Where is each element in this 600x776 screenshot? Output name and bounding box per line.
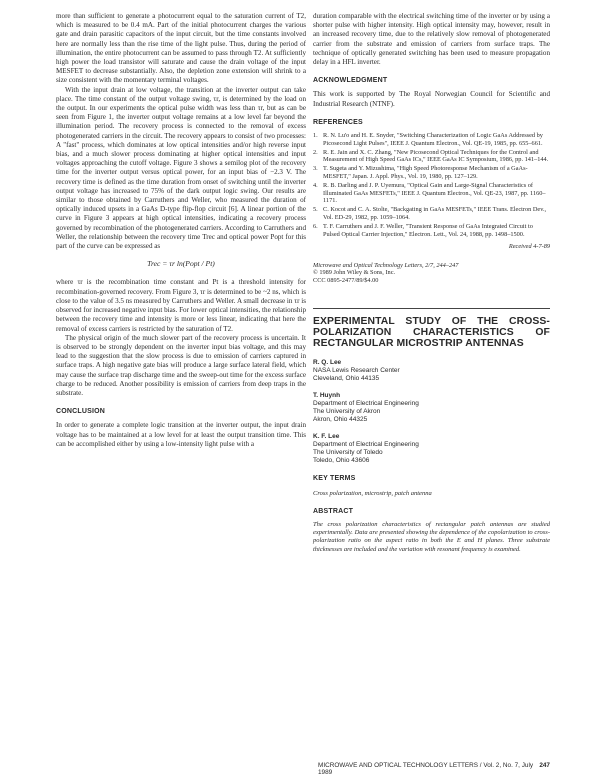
author-affiliation: Department of Electrical Engineering: [313, 441, 419, 449]
author-block: [313, 392, 550, 424]
author-name: T. Huynh: [313, 392, 341, 400]
reference-item: 6. T. F. Carruthers and J. F. Weller, "Transient Response of GaAs Integrated Circuit to Pulsed Optical Carrier Injection," Electron. Lett., Vol. 24, 1988, pp. 1498–1500.: [313, 222, 533, 238]
page-footer: [318, 762, 550, 776]
author-block: [313, 359, 550, 383]
section-heading-abstract: ABSTRACT: [313, 507, 354, 515]
journal-citation: Microwave and Optical Technology Letters, 2/7, 244–247: [313, 261, 459, 269]
page-number: 247: [539, 762, 550, 769]
author-block: [313, 433, 550, 465]
abstract-text: The cross polarization characteristics of rectangular patch antennas are studied experimentally. Data are presented showing the dependence of the copolarization to cross-polarization ratio on the aspect ratio in both the E and H planes. Three substrate thicknesses are included and the variation with resonant frequency is examined.: [313, 520, 550, 553]
left-column: [56, 12, 306, 449]
article-divider: [313, 308, 550, 309]
received-date: Received 4-7-89: [508, 243, 550, 251]
section-heading-conclusion: CONCLUSION: [56, 408, 106, 416]
reference-item: 1. R. N. Lu'o and H. E. Snyder, "Switching Characterization of Logic GaAs Addressed by Picosecond Light Pulses", IEEE J. Quantum Electron., Vol. QE-19, 1985, pp. 655–661.: [313, 132, 543, 147]
body-paragraph: duration comparable with the electrical switching time of the inverter or by using a shorter pulse with higher intensity. High optical intensity may, however, result in an increased recovery time, due to the relatively slow removal of photogenerated carrier from the substrate and emission of carriers from surface traps. The technique of optically generated switching has been used to measure propagation delay in a HFL inverter.: [313, 12, 550, 67]
key-terms-text: Cross polarization, microstrip, patch antenna: [313, 489, 432, 497]
section-heading-key-terms: KEY TERMS: [313, 475, 356, 483]
article-title: EXPERIMENTAL STUDY OF THE CROSS-POLARIZATION CHARACTERISTICS OF RECTANGULAR MICROSTRIP ANTENNAS: [313, 316, 550, 350]
reference-item: 5. C. Kocot and C. A. Stolte, "Backgating in GaAs MESFETs," IEEE Trans. Electron Dev., Vol. ED-29, 1982, pp. 1059–1064.: [313, 206, 547, 221]
body-paragraph: where τr is the recombination time constant and Pt is a threshold intensity for recombination-governed recovery. From Figure 3, τr is determined to be ~2 ns, which is close to the value of 3.5 ns measured by Carruthers and Weller. A small decrease in τr is observed for increased negative input bias. For lower optical intensities, the relationship between the recovery time and intensity is more or less linear, indicating that here the removal of excess carriers is restricted by the saturation of T2.: [56, 278, 306, 333]
copyright-line: © 1989 John Wiley & Sons, Inc.: [313, 269, 396, 277]
reference-item: 3. T. Sugeta and Y. Mizushima, "High Speed Photoresponse Mechanism of a GaAs-MESFET," Japan. J. Appl. Phys., Vol. 19, 1980, pp. 127–129.: [313, 165, 528, 181]
reference-item: 4. R. B. Darling and J. P. Uyemura, "Optical Gain and Large-Signal Characteristics of Illuminated GaAs MESFETs," IEEE J. Quantum Electron., Vol. QE-23, 1987, pp. 1160–1171.: [313, 181, 546, 205]
acknowledgment-text: This work is supported by The Royal Norwegian Council for Scientific and Industrial Research (NTNF).: [313, 90, 550, 108]
right-column: [313, 12, 550, 554]
author-name: R. Q. Lee: [313, 359, 342, 367]
author-affiliation: Cleveland, Ohio 44135: [313, 375, 380, 383]
body-paragraph: more than sufficient to generate a photocurrent equal to the saturation current of T2, which is measured to be 0.4 mA. Part of the initial photocurrent charges the various gate and drain parasitic capacitors of the input circuit, but the time constants involved here are normally less than the rise time of the light pulse. Thus, during the period of illumination, the entire photocurrent can be assumed to pass through T2. At sufficiently high power the load transistor will saturate and cause the drain voltage of the input MESFET to decrease substantially. Also, the depletion zone extension will shrink to a size consistent with the momentary terminal voltages.: [56, 12, 306, 85]
footer-journal: MICROWAVE AND OPTICAL TECHNOLOGY LETTERS / Vol. 2, No. 7, July 1989: [318, 762, 534, 776]
section-heading-references: REFERENCES: [313, 118, 363, 126]
reference-list: [313, 132, 550, 238]
body-paragraph: The physical origin of the much slower part of the recovery process is uncertain. It is observed to be strongly dependent on the inverter input bias voltage, and this may lead to the suggestion that the slow process is due to emission of carriers captured in surface traps. A high negative gate bias will produce a large surface lateral field, which may cause the surface trap discharge time and the sweep-out time for the excess surface charge to be reduced. Another possibility is emission of carriers from deep traps in the substrate.: [56, 333, 306, 397]
section-heading-acknowledgment: ACKNOWLEDGMENT: [313, 77, 388, 85]
author-affiliation: NASA Lewis Research Center: [313, 367, 400, 375]
recovery-time-equation: Trec = τr ln(Popt / Pt): [147, 259, 215, 269]
author-affiliation: The University of Toledo: [313, 449, 383, 457]
body-paragraph: In order to generate a complete logic transition at the inverter output, the input drain voltage has to be maintained at a low level for at least the output transition time. This can be accomplished either by using a low-intensity light pulse with a: [56, 421, 306, 448]
author-affiliation: The University of Akron: [313, 408, 381, 416]
reference-item: 2. R. E. Jain and X. C. Zhang, "New Picosecond Optical Techniques for the Control and Measurement of High Speed GaAs ICs," IEEE GaAs IC Symposium, 1986, pp. 141–144.: [313, 148, 549, 164]
author-affiliation: Akron, Ohio 44325: [313, 416, 368, 424]
author-name: K. F. Lee: [313, 433, 340, 441]
publication-info: [313, 262, 550, 285]
ccc-code: CCC 0895-2477/89/$4.00: [313, 276, 379, 284]
author-affiliation: Department of Electrical Engineering: [313, 400, 419, 408]
author-affiliation: Toledo, Ohio 43606: [313, 457, 370, 465]
body-paragraph: With the input drain at low voltage, the transition at the inverter output can take place. The time constant of the output voltage swing, τr, is determined by the load on the output. In our experiments the optical pulse width was less than τr, but as can be seen from Figure 1, the inverter output voltage remains at a low level far beyond the illumination period. The recovery process is connected to the removal of excess photogenerated carriers in the circuit. The recovery appears to consist of two processes: A "fast" process, which dominates at low optical intensities and/or high reverse input bias, and a much slower process dominating at higher optical intensities and input voltages approaching the cutoff voltage. Figure 3 shows a semilog plot of the recovery time for the inverter output versus optical power, for an input bias of −2.3 V. The recovery time is defined as the time duration from onset of switching until the inverter output voltage has increased to 75% of the dark output logic swing. Our results are similar to those obtained by Carruthers and Weller, who measured the duration of optically induced upsets in a GaAs D-type flip-flop circuit [6]. A linear portion of the curve in Figure 3 appears at high optical intensities, indicating a recovery process governed by recombination of the photogenerated carriers. According to Carruthers and Weller, the relationship between the recovery time Trec and optical power Popt for this part of the curve can be expressed as: [56, 85, 306, 251]
